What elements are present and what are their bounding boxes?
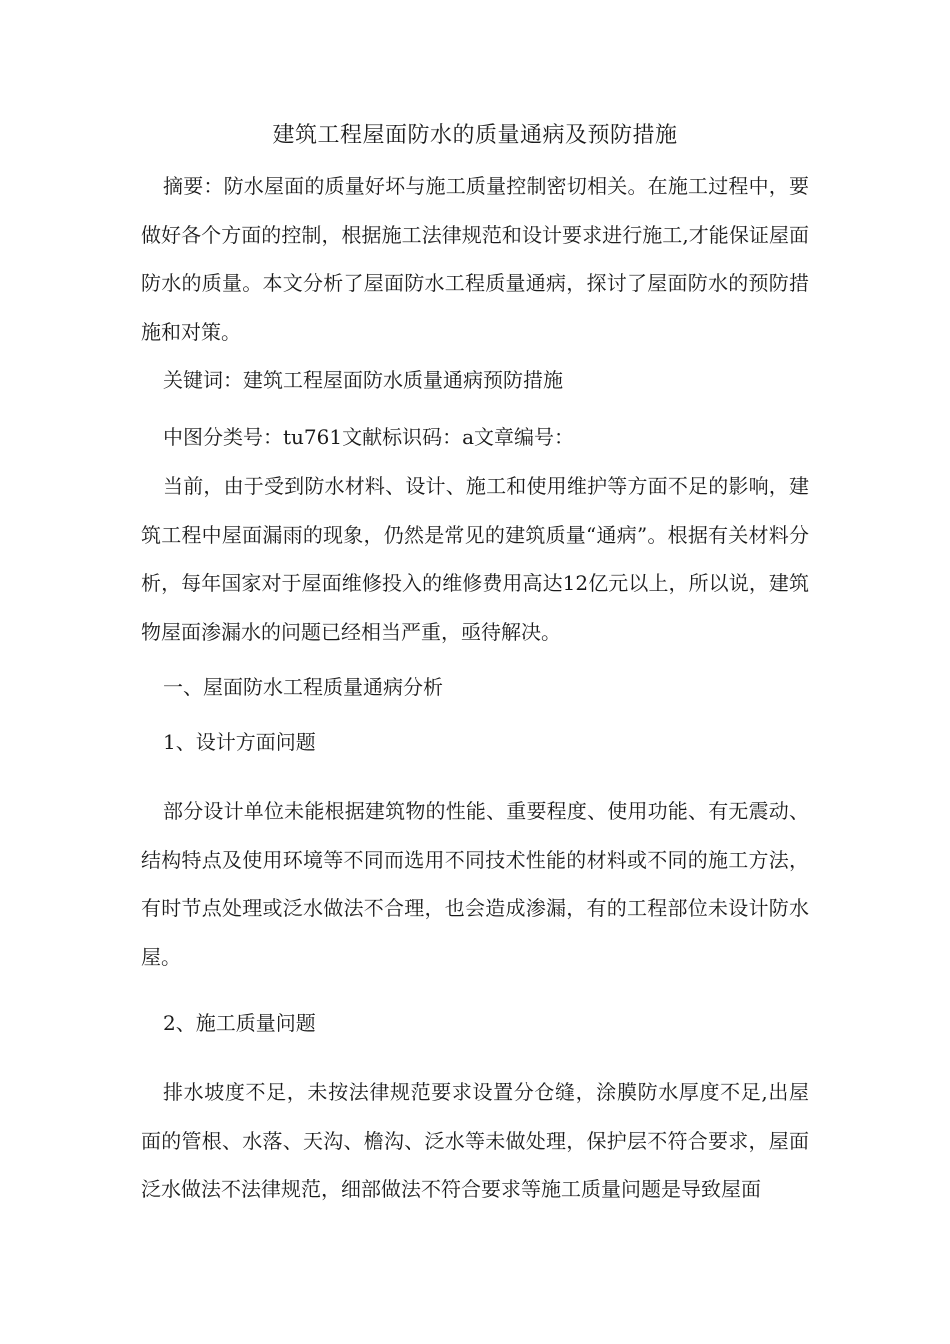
design-issues-paragraph: 部分设计单位未能根据建筑物的性能、重要程度、使用功能、有无震动、结构特点及使用环境等不同而选用不同技术性能的材料或不同的施工方法，有时节点处理或泛水做法不合理，也会造成渗漏，有的工程部位未设计防水屋。	[141, 799, 809, 969]
intro-paragraph: 当前，由于受到防水材料、设计、施工和使用维护等方面不足的影响，建筑工程中屋面漏雨的现象，仍然是常见的建筑质量“通病”。根据有关材料分析，每年国家对于屋面维修投入的维修费用高达12亿元以上，所以说，建筑物屋面渗漏水的问题已经相当严重，亟待解决。	[141, 474, 809, 644]
subsection-heading-construction: 2、施工质量问题	[163, 1011, 316, 1035]
classification-line: 中图分类号：tu761文献标识码：a文章编号：	[163, 425, 575, 449]
document-title: 建筑工程屋面防水的质量通病及预防措施	[272, 123, 678, 148]
subsection-heading-design: 1、设计方面问题	[163, 730, 316, 754]
construction-issues-paragraph: 排水坡度不足，未按法律规范要求设置分仓缝，涂膜防水厚度不足,出屋面的管根、水落、天沟、檐沟、泛水等未做处理，保护层不符合要求，屋面泛水做法不法律规范，细部做法不符合要求等施工质量问题是导致屋面	[141, 1080, 809, 1201]
section-heading: 一、屋面防水工程质量通病分析	[163, 675, 443, 699]
keywords-line: 关键词：建筑工程屋面防水质量通病预防措施	[163, 368, 563, 392]
abstract-paragraph: 摘要：防水屋面的质量好坏与施工质量控制密切相关。在施工过程中，要做好各个方面的控制，根据施工法律规范和设计要求进行施工,才能保证屋面防水的质量。本文分析了屋面防水工程质量通病，探讨了屋面防水的预防措施和对策。	[141, 174, 809, 344]
